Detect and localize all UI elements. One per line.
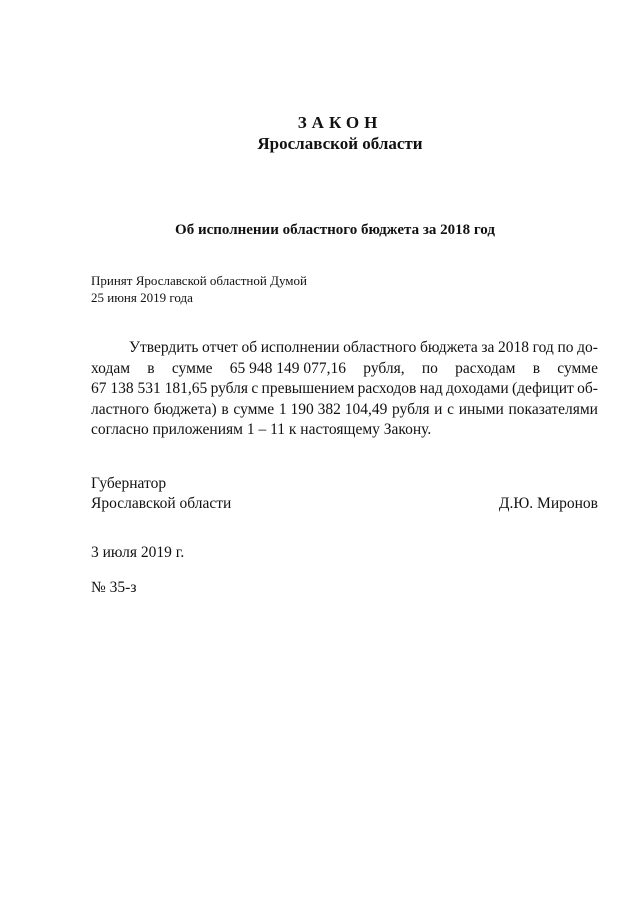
body-word: сумме: [557, 359, 598, 377]
signature-row: [91, 494, 598, 514]
body-line-5: согласно приложениям 1 – 11 к настоящему Закону.: [91, 421, 432, 438]
body-word: с: [251, 380, 259, 397]
signatory-title: Губернатор: [91, 475, 167, 492]
body-word: бюджета: [420, 339, 478, 356]
adoption-date: 25 июня 2019 года: [91, 290, 193, 305]
body-word: 67 138 531 181,65: [91, 380, 208, 397]
body-word: иными: [458, 400, 504, 418]
body-line-1: [91, 338, 598, 359]
body-line-3: [91, 379, 598, 400]
body-word: доходами: [446, 380, 509, 397]
adoption-note: [91, 272, 307, 306]
body-word: за: [481, 339, 495, 356]
body-word: до-: [577, 339, 598, 356]
body-word: (дефицит: [511, 380, 574, 397]
signatory-name: Д.Ю. Миронов: [498, 495, 598, 512]
body-word: бюджета): [153, 400, 217, 418]
body-word: сумме: [171, 359, 213, 377]
body-word: Утвердить: [129, 339, 199, 356]
body-word: рубля,: [363, 359, 405, 377]
body-word: отчет: [202, 339, 238, 356]
body-word: в: [221, 400, 229, 418]
body-word: об: [241, 339, 258, 356]
law-number: № 35-з: [91, 579, 137, 596]
signature-block: [91, 474, 598, 514]
law-body-paragraph: [91, 338, 598, 441]
body-word: в: [147, 359, 155, 377]
body-word: об-: [577, 380, 598, 397]
body-word: расходам: [455, 359, 516, 377]
document-type-heading: ЗАКОН: [297, 113, 383, 132]
body-word: показателями: [508, 400, 598, 418]
body-word: сумме: [233, 400, 275, 418]
body-word: 65 948 149 077,16: [229, 359, 347, 377]
body-word: 1 190 382 104,49: [278, 400, 388, 418]
body-word: расходов: [357, 380, 417, 397]
body-word: по: [557, 339, 574, 356]
body-word: и: [434, 400, 443, 418]
body-word: с: [447, 400, 455, 418]
body-word: ластного: [91, 400, 150, 418]
signing-date: 3 июля 2019 г.: [91, 544, 185, 561]
body-word: 2018: [498, 339, 530, 356]
law-title: Об исполнении областного бюджета за 2018 год: [175, 222, 495, 238]
body-line-4: [91, 400, 598, 421]
body-word: рубля: [392, 400, 430, 418]
body-word: рубля: [210, 380, 249, 397]
body-word: исполнении: [260, 339, 340, 356]
body-word: превышением: [261, 380, 355, 397]
body-word: по: [421, 359, 438, 377]
body-line-2: [91, 359, 598, 380]
body-word: год: [532, 339, 554, 356]
body-word: в: [532, 359, 541, 377]
body-word: над: [419, 380, 443, 397]
body-word: областного: [343, 339, 417, 356]
adoption-body: Принят Ярославской областной Думой: [91, 273, 307, 288]
body-word: ходам: [91, 359, 131, 377]
region-heading: Ярославской области: [257, 134, 423, 153]
signatory-region: Ярославской области: [91, 495, 232, 512]
